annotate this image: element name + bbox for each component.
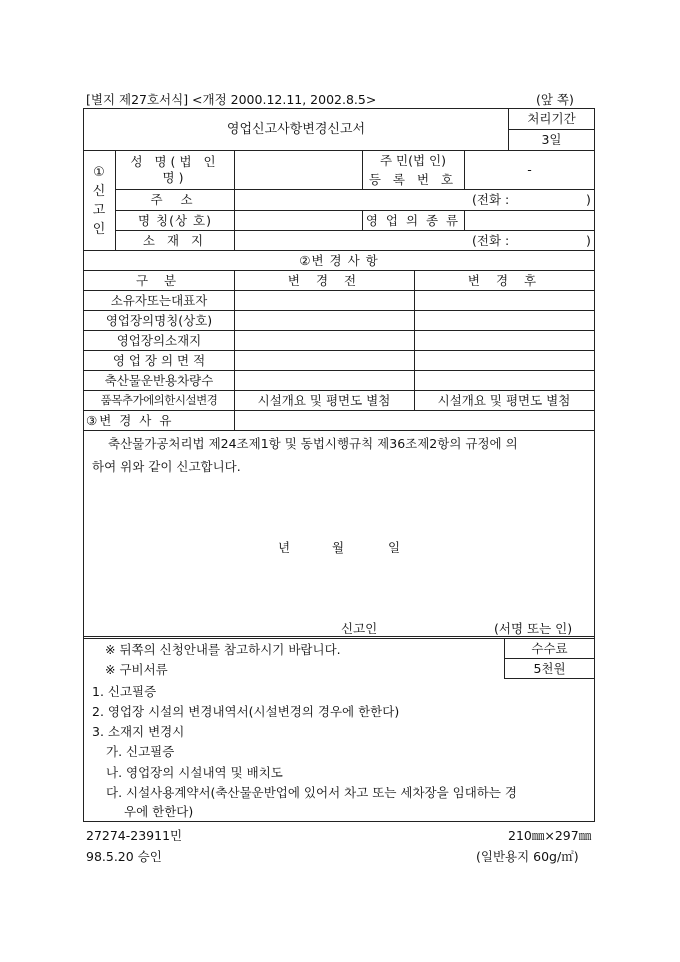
change-row-after[interactable]: [416, 351, 592, 370]
reg-number-label-1: 주 민(법 인): [379, 152, 446, 168]
change-row-label: 축산물운반용차량수: [104, 372, 214, 388]
change-row-label: 영업장의소재지: [116, 332, 202, 348]
doc-item: 2. 영업장 시설의 변경내역서(시설변경의 경우에 한한다): [92, 704, 400, 719]
change-row-after[interactable]: 시설개요 및 평면도 별첨: [437, 392, 571, 408]
form-title: 영업신고사항변경신고서: [226, 121, 366, 137]
change-row-after[interactable]: [416, 311, 592, 330]
applicant-name-input[interactable]: [236, 152, 361, 188]
doc-subitem: 나. 영업장의 시설내역 및 배치도: [106, 765, 283, 780]
change-row-after[interactable]: [416, 331, 592, 350]
change-row-label: 품목추가에의한시설변경: [100, 393, 218, 408]
change-row-before[interactable]: [236, 291, 412, 310]
footer-size: 210㎜×297㎜: [508, 828, 592, 843]
footer-approval: 98.5.20 승인: [86, 849, 162, 864]
business-type-input[interactable]: [466, 211, 594, 230]
phone-close-1: ): [586, 191, 591, 207]
change-row-before[interactable]: [236, 311, 412, 330]
fee-label: 수수료: [531, 640, 568, 656]
phone-label-1: (전화 :: [472, 191, 510, 207]
processing-period-value: 3일: [541, 132, 562, 148]
signer-label: 신고인: [341, 621, 378, 636]
location-label: 소 재 지: [142, 232, 208, 248]
see-back-note: ※ 뒤쪽의 신청안내를 참고하시기 바랍니다.: [105, 642, 341, 657]
address-input[interactable]: [236, 190, 466, 209]
date-month: 월: [332, 540, 345, 555]
reg-number-input[interactable]: -: [527, 162, 532, 178]
trade-name-input[interactable]: [236, 211, 361, 230]
change-row-before[interactable]: [236, 351, 412, 370]
col-after: 변 경 후: [467, 272, 543, 288]
change-row-label: 영 업 장 의 면 적: [112, 352, 206, 368]
col-before: 변 경 전: [287, 272, 363, 288]
changes-section-title: ②변 경 사 항: [299, 252, 379, 268]
applicant-name-label: 성 명(법 인 명): [130, 154, 220, 185]
trade-name-label: 명 칭(상 호): [137, 212, 212, 228]
doc-subitem: 가. 신고필증: [106, 744, 175, 759]
footer-code: 27274-23911민: [86, 828, 183, 843]
date-year: 년: [278, 540, 291, 555]
signature-note: (서명 또는 인): [494, 621, 573, 636]
processing-period-label: 처리기간: [527, 111, 576, 127]
business-type-label: 영 업 의 종 류: [365, 212, 461, 228]
change-row-after[interactable]: [416, 291, 592, 310]
page-side: (앞 쪽): [536, 92, 574, 107]
doc-item: 3. 소재지 변경시: [92, 724, 185, 739]
date-day: 일: [388, 540, 401, 555]
change-row-label: 영업장의명칭(상호): [105, 312, 213, 328]
change-row-label: 소유자또는대표자: [110, 292, 208, 308]
change-row-before[interactable]: [236, 331, 412, 350]
phone-close-2: ): [586, 232, 591, 248]
change-row-before[interactable]: 시설개요 및 평면도 별첨: [257, 392, 391, 408]
doc-subitem: 다. 시설사용계약서(축산물운반업에 있어서 차고 또는 세차장을 임대하는 경: [106, 785, 517, 800]
declaration-line-1: 축산물가공처리법 제24조제1항 및 동법시행규칙 제36조제2항의 규정에 의: [108, 436, 518, 451]
fee-value: 5천원: [533, 660, 566, 676]
reason-input[interactable]: [236, 411, 592, 430]
change-row-before[interactable]: [236, 371, 412, 390]
address-label: 주 소: [150, 191, 200, 207]
change-row-after[interactable]: [416, 371, 592, 390]
required-docs-title: ※ 구비서류: [105, 662, 168, 677]
declaration-line-2: 하여 위와 같이 신고합니다.: [92, 459, 241, 474]
reason-label: ③변 경 사 유: [86, 412, 174, 428]
doc-subitem-cont: 우에 한한다): [124, 804, 194, 819]
form-number: [별지 제27호서식] <개정 2000.12.11, 2002.8.5>: [86, 92, 377, 107]
applicant-section-label: ① 신 고 인: [92, 165, 106, 237]
footer-paper: (일반용지 60g/㎡): [476, 849, 579, 864]
location-input[interactable]: [236, 231, 466, 250]
col-category: 구 분: [135, 272, 183, 288]
phone-label-2: (전화 :: [472, 232, 510, 248]
reg-number-label-2: 등 록 번 호: [368, 171, 458, 187]
doc-item: 1. 신고필증: [92, 684, 157, 699]
